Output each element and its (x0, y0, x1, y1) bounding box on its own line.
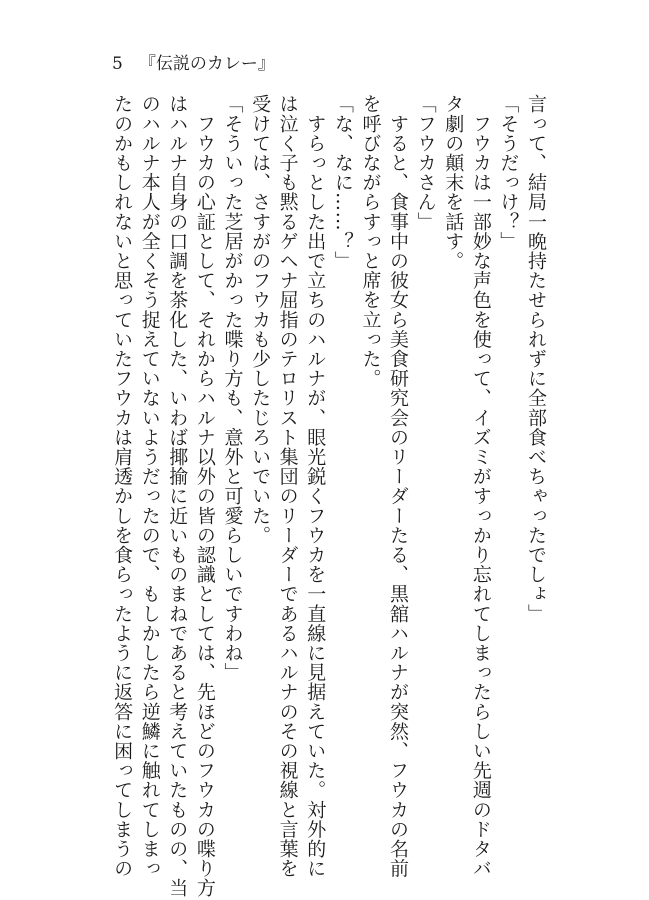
text-line: フウカの心証として、それからハルナ以外の皆の認識としては、先ほどのフウカの喋り方 (193, 94, 216, 898)
text-line: を呼びながらすっと席を立った。 (359, 94, 382, 388)
book-title: 『伝説のカレー』 (138, 54, 275, 74)
text-line: 「そういった芝居がかった喋り方も、意外と可愛らしいですわね」 (221, 94, 244, 682)
text-line: すると、食事中の彼女ら美食研究会のリーダーたる、黒舘ハルナが突然、フウカの名前 (387, 94, 410, 878)
text-line: たのかもしれないと思っていたフウカは肩透かしを食らったように返答に困ってしまうの (111, 94, 134, 878)
text-line: は泣く子も黙るゲヘナ屈指のテロリスト集団のリーダーであるハルナのその視線と言葉を (276, 94, 299, 878)
page-header (112, 54, 275, 74)
page-number: 5 (112, 54, 123, 74)
text-line: 受けては、さすがのフウカも少したじろいでいた。 (249, 94, 272, 545)
text-line: 「な、なに……？」 (331, 94, 354, 271)
text-line: 「そうだっけ？」 (497, 94, 520, 251)
text-line: のハルナ本人が全くそう捉えていないようだったので、もしかしたら逆鱗に触れてしまっ (138, 94, 161, 878)
text-line: フウカは一部妙な声色を使って、イズミがすっかり忘れてしまったらしい先週のドタバ (469, 94, 492, 878)
text-line: 言って、結局一晩持たせられずに全部食べちゃったでしょ」 (525, 94, 547, 624)
body-text (108, 94, 550, 898)
text-line: タ劇の顛末を話す。 (442, 94, 465, 271)
text-line: はハルナ自身の口調を茶化した、いわば揶揄に近いものまねであると考えていたものの、当 (166, 94, 189, 898)
text-line: すらっとした出で立ちのハルナが、眼光鋭くフウカを一直線に見据えていた。対外的に (304, 94, 327, 878)
text-line: 「フウカさん」 (414, 94, 437, 232)
